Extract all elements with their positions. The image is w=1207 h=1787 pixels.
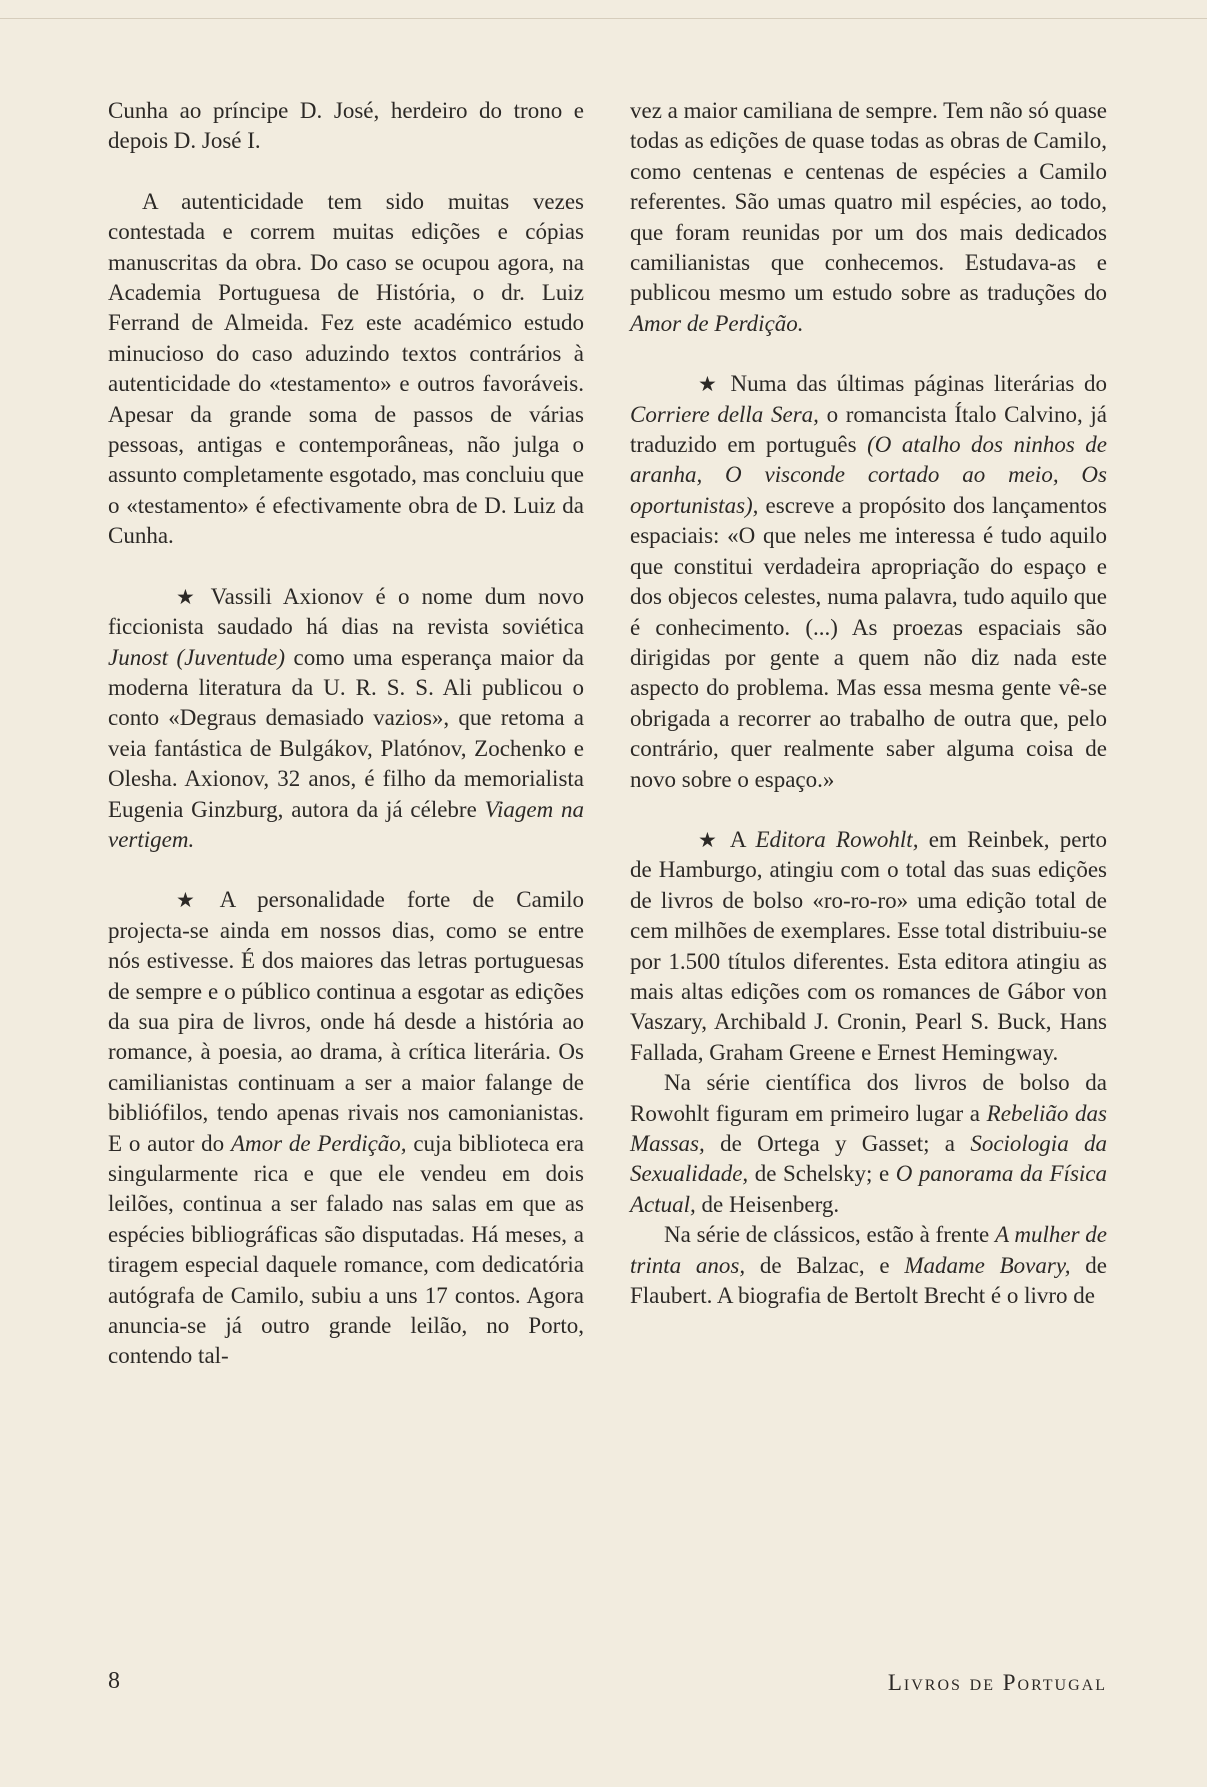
- top-edge-rule: [0, 18, 1207, 19]
- paragraph-serie-classicos: [630, 1220, 1107, 1311]
- italic-title: Amor de Perdição.: [630, 310, 804, 336]
- star-icon: ★: [176, 888, 195, 913]
- italic-title: (O atalho dos ninhos de aranha, O visconde cortado ao meio, Os oportunistas),: [630, 432, 1107, 518]
- text-run: de Heisenberg.: [695, 1191, 840, 1217]
- paragraph-rowohlt: [630, 825, 1107, 1068]
- text-run: o romancista Ítalo Calvino, já traduzido em português: [630, 401, 1108, 458]
- paragraph-camilo: [108, 885, 584, 1372]
- italic-title: Sociologia da Sexualidade,: [630, 1131, 1107, 1187]
- star-icon: ★: [698, 827, 717, 852]
- running-footer-title: Livros de Portugal: [887, 1670, 1107, 1695]
- italic-title: Editora Rowohlt,: [755, 826, 919, 852]
- italic-title: Corriere della Sera,: [630, 401, 819, 427]
- paragraph-cunha: Cunha ao príncipe D. José, herdeiro do trono e depois D. José I.: [108, 98, 584, 154]
- text-run: Numa das últimas páginas literárias do: [730, 371, 1108, 397]
- italic-title: O panorama da Física Actual,: [630, 1161, 1107, 1217]
- text-run: como uma esperança maior da moderna literatura da U. R. S. S. Ali publicou o conto «Degraus demasiado vazios», que retoma a veia fantástica de Bulgákov, Platónov, Zochenko e Olesha. Axionov, 32 anos, é filho da memorialista Eugenia Ginzburg, autora da já célebre: [108, 644, 584, 822]
- right-column: [630, 96, 1107, 1311]
- text-run: cuja biblioteca era singularmente rica e que ele vendeu em dois leilões, continua a ser falado nas salas em que as espécies bibliográficas são disputadas. Há meses, a tiragem especial daquele romance, com dedicatória autógrafa de Camilo, subiu a uns 17 contos. Agora anuncia-se já outro grande leilão, no Porto, contendo tal-: [108, 1130, 584, 1369]
- text-run: de Balzac, e: [745, 1252, 905, 1278]
- text-run: A personalidade forte de Camilo projecta-se ainda em nossos dias, como se entre nós estivesse. É dos maiores das letras portuguesas de sempre e o público continua a esgotar as edições da sua pira de livros, onde há desde a história ao romance, à poesia, ao drama, à crítica literária. Os camilianistas continuam a ser a maior falange de bibliófilos, tendo apenas rivais nos camonianistas. E o autor do: [108, 887, 584, 1156]
- italic-title: A mulher de trinta anos,: [630, 1222, 1107, 1278]
- text-run: de Flaubert. A biografia de Bertolt Brecht é o livro de: [630, 1252, 1107, 1309]
- italic-title: Amor de Perdição,: [230, 1130, 407, 1156]
- italic-title: Viagem na vertigem.: [108, 796, 584, 852]
- star-icon: ★: [698, 372, 717, 397]
- text-run: Vassili Axionov é o nome dum novo ficcionista saudado há dias na revista soviética: [108, 583, 584, 640]
- text-run: A: [729, 826, 756, 852]
- italic-title: Madame Bovary,: [904, 1252, 1071, 1278]
- star-icon: ★: [176, 584, 195, 609]
- text-run: em Reinbek, perto de Hamburgo, atingiu com o total das suas edições de livros de bolso «ro-ro-ro» uma edição total de cem milhões de exemplares. Esse total distribuiu-se por 1.500 títulos diferentes. Esta editora atingiu as mais altas edições com os romances de Gábor von Vaszary, Archibald J. Cronin, Pearl S. Buck, Hans Fallada, Graham Greene e Ernest Hemingway.: [630, 826, 1108, 1065]
- italic-title: Rebelião das Massas,: [630, 1100, 1107, 1156]
- paragraph-camiliana: [630, 96, 1107, 339]
- left-column: [108, 96, 584, 1372]
- page-number: 8: [108, 1668, 120, 1694]
- paragraph-calvino: [630, 369, 1107, 795]
- text-run: de Schelsky; e: [748, 1161, 896, 1187]
- paragraph-serie-cientifica: [630, 1068, 1107, 1220]
- text-run: Na série científica dos livros de bolso da Rowohlt figuram em primeiro lugar a: [630, 1070, 1107, 1126]
- paragraph-autenticidade: A autenticidade tem sido muitas vezes contestada e correm muitas edições e cópias manuscritas da obra. Do caso se ocupou agora, na Academia Portuguesa de História, o dr. Luiz Ferrand de Almeida. Fez este académico estudo minucioso do caso aduzindo textos contrários à autenticidade do «testamento» e outros favoráveis. Apesar da grande soma de passos de várias pessoas, antigas e contemporâneas, não julga o assunto completamente esgotado, mas concluiu que o «testamento» é efectivamente obra de D. Luiz da Cunha.: [108, 188, 584, 549]
- text-run: Na série de clássicos, estão à frente: [664, 1222, 995, 1248]
- paragraph-axionov: [108, 582, 584, 856]
- text-run: vez a maior camiliana de sempre. Tem não só quase todas as edições de quase todas as obras de Camilo, como centenas e centenas de espécies a Camilo referentes. São umas quatro mil espécies, ao todo, que foram reunidas por um dos mais dedicados camilianistas que conhecemos. Estudava-as e publicou mesmo um estudo sobre as traduções do: [630, 98, 1107, 306]
- text-run: de Ortega y Gasset; a: [704, 1131, 971, 1156]
- italic-title: Junost (Juventude): [108, 644, 286, 670]
- text-run: escreve a propósito dos lançamentos espaciais: «O que neles me interessa é tudo aquilo que constitui verdadeira apropriação do espaço e dos objecos celestes, numa palavra, tudo aquilo que é conhecimento. (...) As proezas espaciais são dirigidas por gente a quem não diz nada este aspecto do problema. Mas essa mesma gente vê-se obrigada a recorrer ao trabalho de outra que, pelo contrário, quer realmente saber alguma coisa de novo sobre o espaço.»: [630, 492, 1107, 792]
